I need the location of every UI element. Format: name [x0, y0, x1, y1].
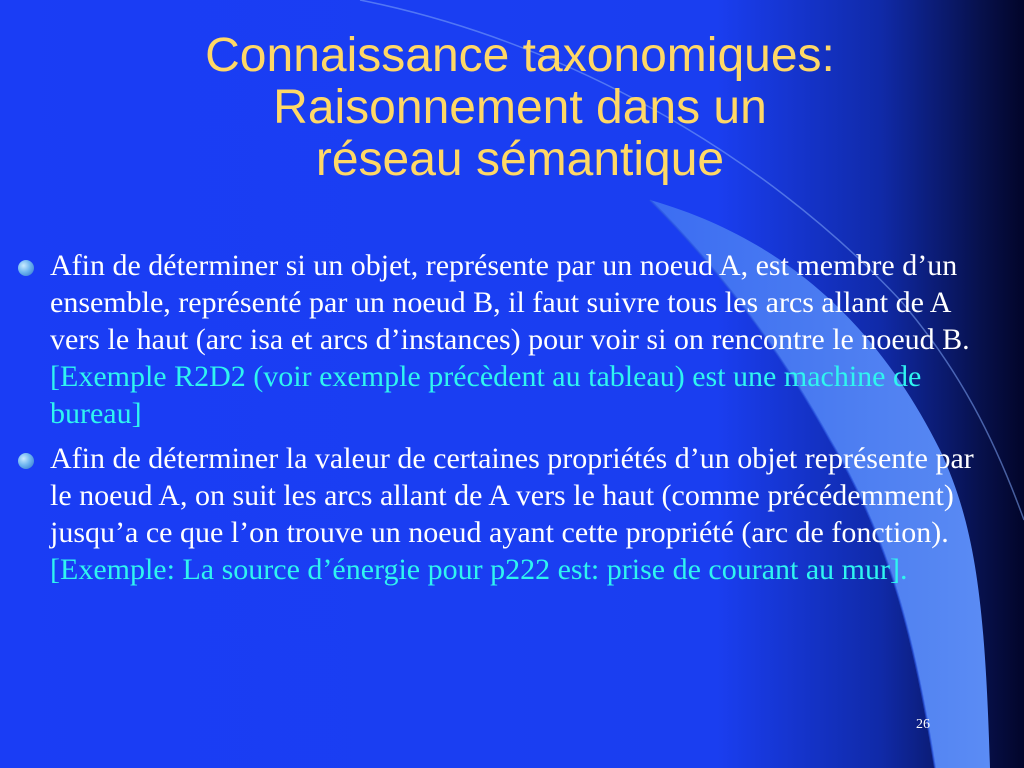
slide-title: [60, 30, 980, 186]
slide-title-line-3: réseau sémantique: [315, 133, 725, 186]
bullet-icon: [18, 260, 34, 276]
bullet-item: [16, 247, 988, 432]
bullet-text: Afin de déterminer si un objet, représente par un noeud A, est membre d’un ensemble, représenté par un noeud B, il faut suivre tous les arcs allant de A vers le haut (arc isa et arcs d’instances) pour voir si on rencontre le noeud B.: [50, 249, 970, 356]
bullet-list: [16, 247, 988, 588]
page-number: 26: [916, 717, 930, 732]
bullet-example-text: [Exemple R2D2 (voir exemple précèdent au tableau) est une machine de bureau]: [50, 360, 922, 430]
bullet-item: [16, 440, 988, 588]
slide-title-line-1: Connaissance taxonomiques:: [205, 29, 835, 82]
bullet-text: Afin de déterminer la valeur de certaines propriétés d’un objet représente par le noeud A, on suit les arcs allant de A vers le haut (comme précédemment) jusqu’a ce que l’on trouve un noeud ayant cette propriété (arc de fonction).: [50, 442, 974, 549]
bullet-example-text: [Exemple: La source d’énergie pour p222 est: prise de courant au mur].: [50, 553, 908, 586]
bullet-icon: [18, 453, 34, 469]
slide-title-line-2: Raisonnement dans un: [273, 81, 767, 134]
